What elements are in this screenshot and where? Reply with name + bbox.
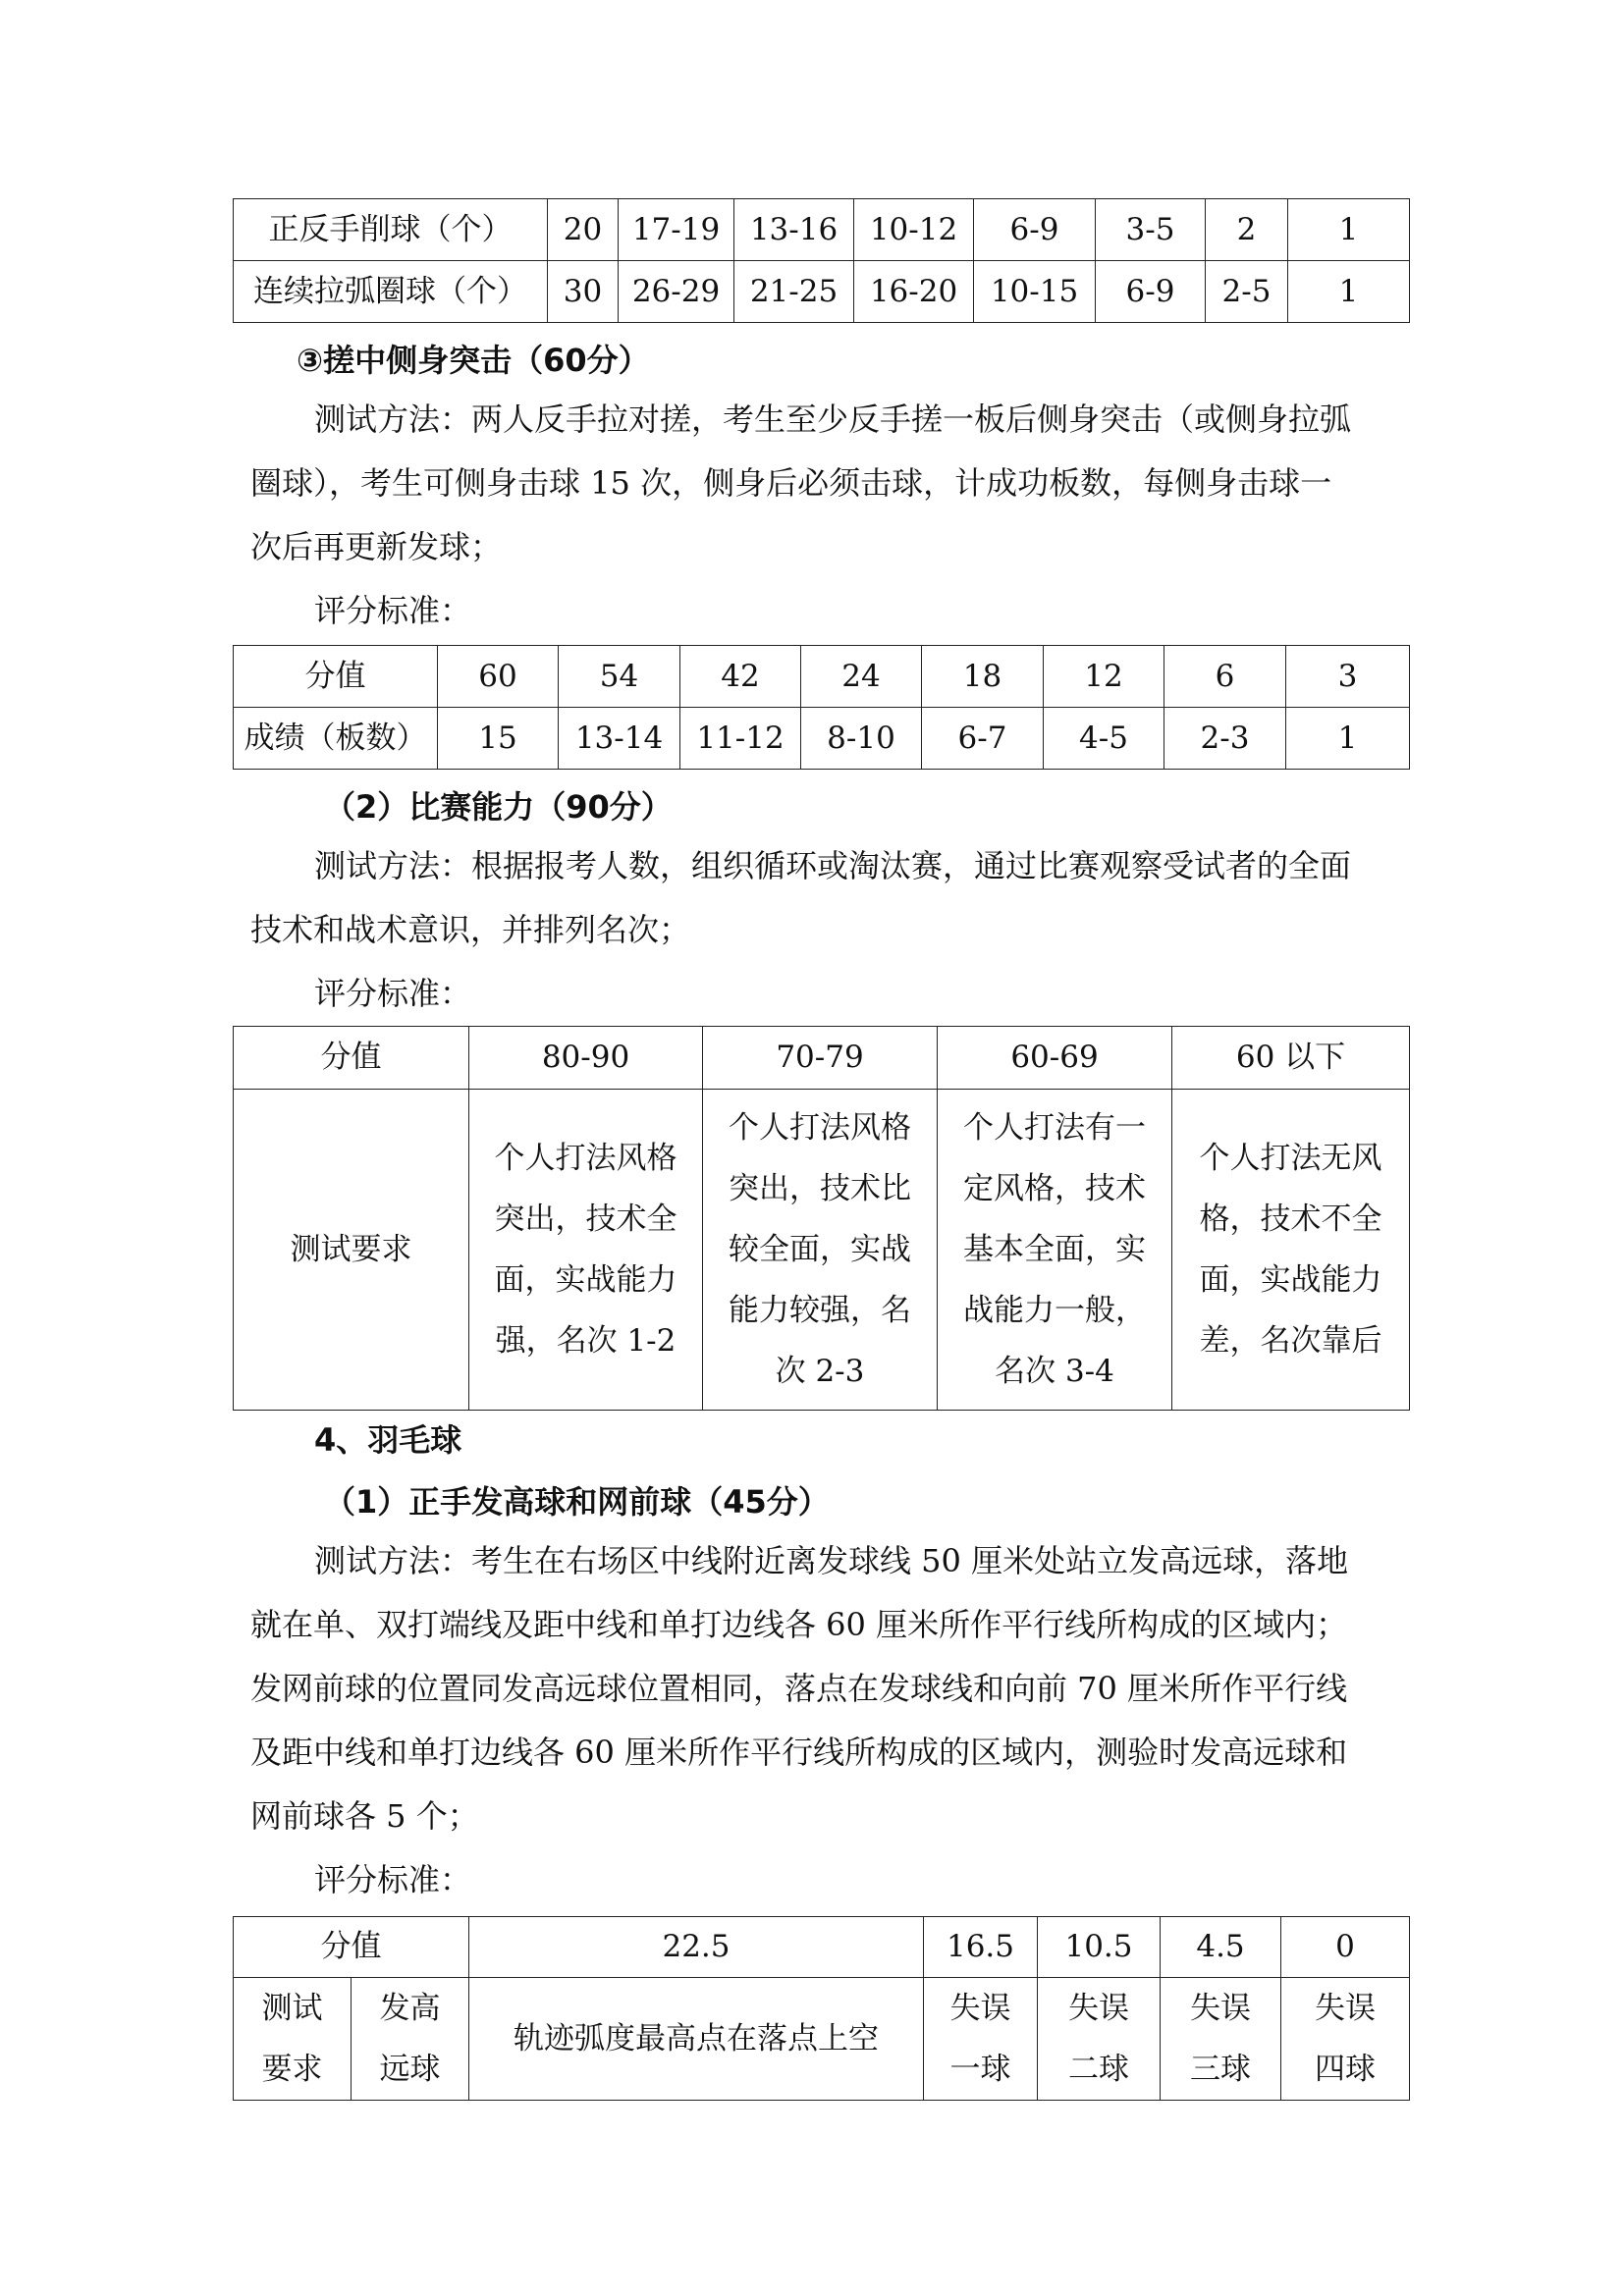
cell-line: 要求 [261,2052,323,2087]
cell-line: 战能力一般， [963,1293,1146,1328]
table-cell: 10-12 [854,199,974,261]
table-row [234,1978,1410,2101]
table-cell: 3-5 [1096,199,1206,261]
requirement-cell [703,1090,938,1411]
criteria-label: 评分标准： [314,1861,472,1898]
cell-line: 二球 [1068,2052,1129,2087]
requirement-cell [1172,1090,1410,1411]
table-cell: 12 [1044,646,1164,708]
paragraph-line: 发网前球的位置同发高远球位置相同，落点在发球线和向前 70 厘米所作平行线 [250,1670,1348,1707]
table-cell: 54 [559,646,680,708]
table-row [234,1027,1410,1090]
cell-line: 面，实战能力 [494,1262,677,1298]
cell-line: 个人打法有一 [963,1110,1146,1146]
table-cell: 6-7 [922,708,1044,770]
cell-line: 个人打法风格 [729,1110,911,1146]
cell-line: 发高 [379,1991,441,2026]
row-label: 分值 [234,646,438,708]
table-cell: 30 [548,261,619,323]
table-cell: 13-16 [734,199,854,261]
section-heading: ③搓中侧身突击（60分） [297,342,650,379]
cell-line: 次 2-3 [775,1354,865,1389]
row-label: 测试要求 [234,1090,469,1411]
cell-line: 基本全面，实 [963,1232,1146,1267]
table-row [234,1917,1410,1978]
cell-line: 个人打法风格 [494,1141,677,1176]
row-label [234,1978,352,2101]
header-cell: 0 [1281,1917,1410,1978]
table-cell: 17-19 [619,199,734,261]
table-cell: 1 [1288,261,1410,323]
table-row [234,261,1410,323]
criteria-label: 评分标准： [314,592,472,629]
cell-line: 失误 [1315,1991,1376,2026]
table-cell: 8-10 [801,708,922,770]
header-cell: 22.5 [469,1917,924,1978]
cell-line: 一球 [949,2052,1011,2087]
requirement-cell: 轨迹弧度最高点在落点上空 [469,1978,924,2101]
paragraph-line: 就在单、双打端线及距中线和单打边线各 60 厘米所作平行线所构成的区域内； [250,1606,1348,1643]
miss-cell [1038,1978,1161,2101]
cell-line: 强，名次 1-2 [495,1323,677,1359]
cell-line: 突出，技术比 [729,1171,911,1206]
section-heading: （2）比赛能力（90分） [324,788,673,826]
header-cell: 分值 [234,1027,469,1090]
paragraph-line: 及距中线和单打边线各 60 厘米所作平行线所构成的区域内，测验时发高远球和 [250,1734,1348,1771]
paragraph-line: 网前球各 5 个； [250,1797,479,1835]
cell-line: 名次 3-4 [995,1354,1114,1389]
table-cell: 15 [438,708,559,770]
table-cell: 2-5 [1206,261,1288,323]
header-cell: 60 以下 [1172,1027,1410,1090]
sub-label [352,1978,469,2101]
header-cell: 4.5 [1161,1917,1281,1978]
cell-line: 四球 [1315,2052,1376,2087]
cell-line: 较全面，实战 [729,1232,911,1267]
score-table-badminton-serve [233,1916,1410,2101]
table-cell: 1 [1288,199,1410,261]
cell-line: 失误 [949,1991,1011,2026]
table-cell: 6-9 [1096,261,1206,323]
section-heading: 4、羽毛球 [314,1421,462,1459]
miss-cell [1281,1978,1410,2101]
table-cell: 10-15 [974,261,1096,323]
cell-line: 定风格，技术 [963,1171,1146,1206]
header-label: 分值 [234,1917,469,1978]
criteria-label: 评分标准： [314,975,472,1012]
table-cell: 6 [1164,646,1286,708]
table-cell: 1 [1286,708,1410,770]
table-cell: 6-9 [974,199,1096,261]
table-cell: 60 [438,646,559,708]
miss-cell [1161,1978,1281,2101]
paragraph-line: 测试方法：两人反手拉对搓，考生至少反手搓一板后侧身突击（或侧身拉弧 [314,400,1352,438]
table-cell: 11-12 [680,708,801,770]
sub-heading: （1）正手发高球和网前球（45分） [324,1483,830,1521]
miss-cell [924,1978,1038,2101]
requirement-cell [469,1090,703,1411]
paragraph-line: 圈球），考生可侧身击球 15 次，侧身后必须击球，计成功板数，每侧身击球一 [250,464,1332,502]
cell-line: 失误 [1190,1991,1251,2026]
score-table-match [233,1026,1410,1411]
paragraph-line: 测试方法：考生在右场区中线附近离发球线 50 厘米处站立发高远球，落地 [314,1542,1349,1579]
table-cell: 24 [801,646,922,708]
table-cell: 2-3 [1164,708,1286,770]
table-cell: 13-14 [559,708,680,770]
cell-line: 测试 [261,1991,323,2026]
table-row [234,646,1410,708]
header-cell: 10.5 [1038,1917,1161,1978]
row-label: 正反手削球（个） [234,199,548,261]
row-label: 连续拉弧圈球（个） [234,261,548,323]
table-row [234,1090,1410,1411]
table-row [234,708,1410,770]
header-cell: 70-79 [703,1027,938,1090]
table-cell: 3 [1286,646,1410,708]
header-cell: 16.5 [924,1917,1038,1978]
paragraph-line: 次后再更新发球； [250,528,503,565]
cell-line: 格，技术不全 [1199,1201,1382,1237]
cell-line: 失误 [1068,1991,1129,2026]
cell-line: 个人打法无风 [1199,1141,1382,1176]
paragraph-line: 技术和战术意识，并排列名次； [250,911,691,948]
table-row [234,199,1410,261]
cell-line: 面，实战能力 [1199,1262,1382,1298]
row-label: 成绩（板数） [234,708,438,770]
table-cell: 18 [922,646,1044,708]
table-cell: 2 [1206,199,1288,261]
score-table-chop-loop [233,198,1410,323]
table-cell: 20 [548,199,619,261]
table-cell: 21-25 [734,261,854,323]
header-cell: 80-90 [469,1027,703,1090]
score-table-cuo [233,645,1410,770]
table-cell: 26-29 [619,261,734,323]
table-cell: 16-20 [854,261,974,323]
cell-line: 三球 [1190,2052,1251,2087]
cell-line: 远球 [379,2052,441,2087]
cell-line: 能力较强，名 [729,1293,911,1328]
cell-line: 突出，技术全 [494,1201,677,1237]
requirement-cell [938,1090,1172,1411]
table-cell: 42 [680,646,801,708]
header-cell: 60-69 [938,1027,1172,1090]
cell-line: 差，名次靠后 [1199,1323,1382,1359]
paragraph-line: 测试方法：根据报考人数，组织循环或淘汰赛，通过比赛观察受试者的全面 [314,847,1352,884]
table-cell: 4-5 [1044,708,1164,770]
